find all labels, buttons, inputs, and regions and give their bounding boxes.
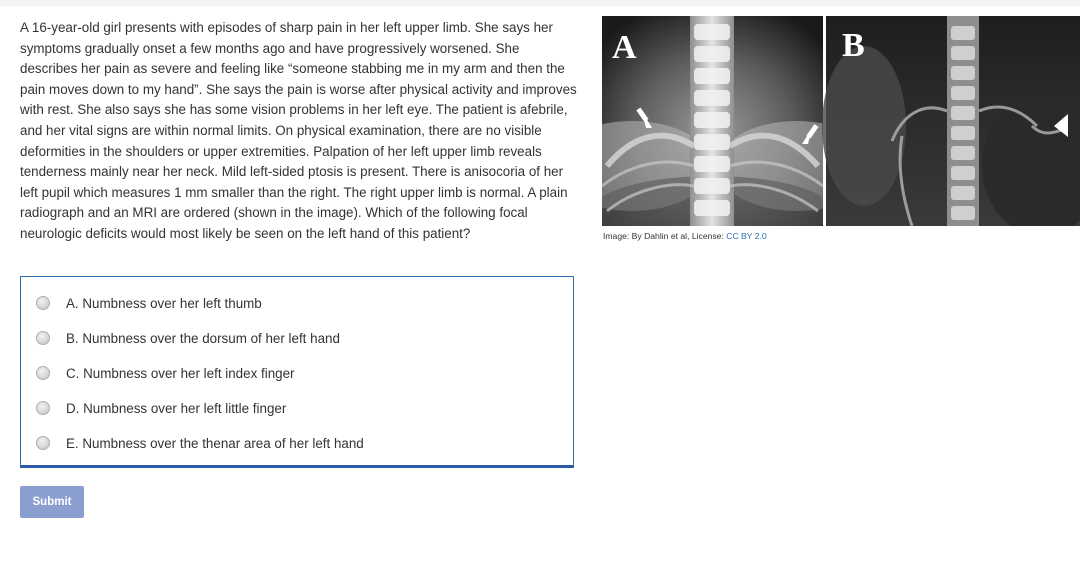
image-credit (603, 231, 767, 241)
answer-option-b[interactable] (36, 328, 340, 348)
answer-option-c[interactable] (36, 363, 295, 383)
option-label: B. Numbness over the dorsum of her left hand (66, 330, 340, 346)
answer-option-e[interactable] (36, 433, 364, 453)
panel-b-label: B (842, 27, 865, 64)
mri-panel-b (822, 16, 1080, 226)
top-strip (0, 0, 1080, 6)
radio-button[interactable] (36, 436, 50, 450)
option-label: E. Numbness over the thenar area of her left hand (66, 435, 364, 451)
radio-button[interactable] (36, 296, 50, 310)
question-stem: A 16-year-old girl presents with episodes of sharp pain in her left upper limb. She says her symptoms gradually onset a few months ago and have progressively worsened. She describes her pain as severe and feeling like “someone stabbing me in my arm and then the pain moves down to my hand”. She says the pain is worse after physical activity and improves with rest. She also says she has some vision problems in her left eye. The patient is afebrile, and her vital signs are within normal limits. On physical examination, there are no visible deformities in the shoulders or upper extremities. Palpation of her left upper limb reveals tenderness mainly near her neck. Mild left-sided ptosis is present. There is anisocoria of her left pupil which measures 1 mm smaller than the right. The right upper limb is normal. A plain radiograph and an MRI are ordered (shown in the image). Which of the following focal neurologic deficits would most likely be seen on the left hand of this patient? (20, 20, 577, 241)
radiograph-mri-figure (602, 16, 1080, 226)
submit-button[interactable]: Submit (20, 486, 84, 518)
option-label: A. Numbness over her left thumb (66, 295, 262, 311)
radio-button[interactable] (36, 401, 50, 415)
radio-button[interactable] (36, 331, 50, 345)
option-label: C. Numbness over her left index finger (66, 365, 295, 381)
radio-button[interactable] (36, 366, 50, 380)
answer-options-box (20, 276, 574, 468)
panel-a-label: A (612, 29, 637, 66)
license-link[interactable]: CC BY 2.0 (726, 231, 767, 241)
answer-option-d[interactable] (36, 398, 286, 418)
option-label: D. Numbness over her left little finger (66, 400, 287, 416)
answer-option-a[interactable] (36, 293, 262, 313)
image-credit-text: Image: By Dahlin et al, License: (603, 231, 727, 241)
